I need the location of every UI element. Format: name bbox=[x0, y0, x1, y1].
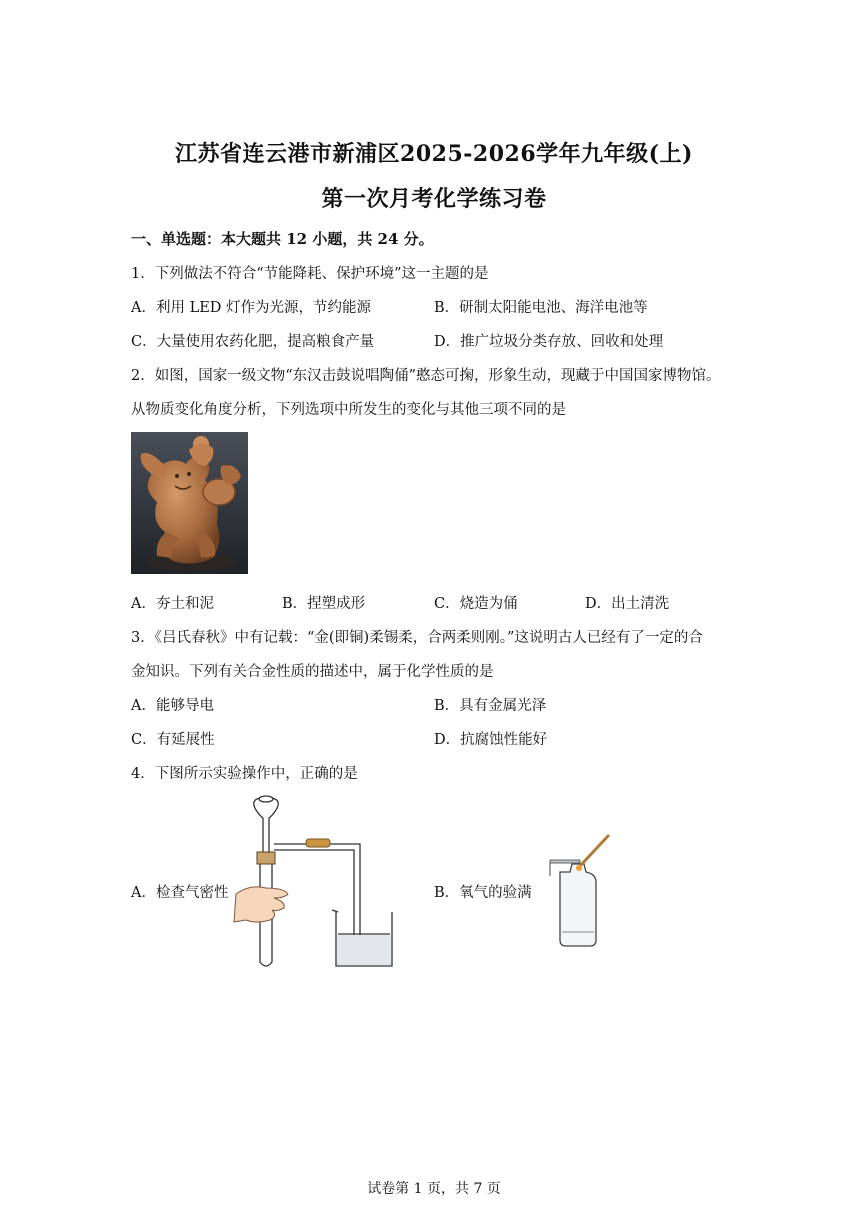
q3-option-a: A．能够导电 bbox=[131, 698, 214, 714]
q4-option-b: B．氧气的验满 bbox=[434, 885, 532, 901]
question-4-stem: 4．下图所示实验操作中，正确的是 bbox=[131, 766, 358, 782]
q3-option-b: B．具有金属光泽 bbox=[434, 698, 547, 714]
exam-title-line1: 江苏省连云港市新浦区2025-2026学年九年级(上) bbox=[175, 141, 693, 167]
exam-title-line2: 第一次月考化学练习卷 bbox=[321, 186, 547, 212]
q1-option-b: B．研制太阳能电池、海洋电池等 bbox=[434, 300, 648, 316]
airtightness-check-diagram bbox=[232, 794, 402, 974]
q3-option-c: C．有延展性 bbox=[131, 732, 215, 748]
q1-option-a: A．利用 LED 灯作为光源，节约能源 bbox=[131, 300, 372, 316]
section-heading: 一、单选题：本大题共 12 小题，共 24 分。 bbox=[131, 230, 434, 248]
question-2-stem-line1: 2．如图，国家一级文物“东汉击鼓说唱陶俑”憨态可掬，形象生动，现藏于中国国家博物馆。 bbox=[131, 368, 721, 384]
question-3-stem-line1: 3．《吕氏春秋》中有记载：“金(即铜)柔锡柔，合两柔则刚。”这说明古人已经有了一定的合 bbox=[131, 630, 703, 646]
question-1-stem: 1．下列做法不符合“节能降耗、保护环境”这一主题的是 bbox=[131, 266, 489, 282]
q2-option-b: B．捏塑成形 bbox=[282, 596, 366, 612]
question-2-stem-line2: 从物质变化角度分析，下列选项中所发生的变化与其他三项不同的是 bbox=[131, 402, 566, 418]
q2-option-a: A．夯土和泥 bbox=[131, 596, 214, 612]
q2-option-d: D．出土清洗 bbox=[585, 596, 670, 612]
q1-option-d: D．推广垃圾分类存放、回收和处理 bbox=[434, 334, 664, 350]
q4-option-a: A．检查气密性 bbox=[131, 885, 229, 901]
q2-option-c: C．烧造为俑 bbox=[434, 596, 518, 612]
page-footer: 试卷第 1 页，共 7 页 bbox=[367, 1181, 501, 1197]
oxygen-full-check-diagram bbox=[546, 832, 612, 950]
question-3-stem-line2: 金知识。下列有关合金性质的描述中，属于化学性质的是 bbox=[131, 664, 494, 680]
pottery-figurine-photo bbox=[131, 432, 248, 574]
q1-option-c: C．大量使用农药化肥，提高粮食产量 bbox=[131, 334, 375, 350]
q3-option-d: D．抗腐蚀性能好 bbox=[434, 732, 548, 748]
